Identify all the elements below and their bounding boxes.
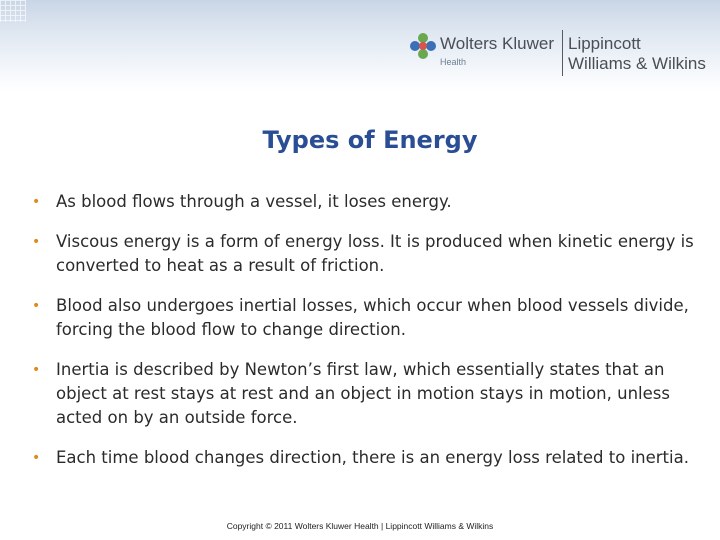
logo-secondary-line-1: Lippincott bbox=[568, 34, 641, 53]
bullet-text: Viscous energy is a form of energy loss. It is produced when kinetic energy is converted to heat as a result of friction. bbox=[56, 232, 694, 275]
logo-sub-text: Health bbox=[440, 57, 467, 67]
corner-grid-decoration bbox=[0, 0, 26, 22]
bullet-item bbox=[32, 230, 702, 278]
publisher-logo bbox=[406, 28, 718, 82]
wolters-kluwer-logo-icon bbox=[408, 31, 438, 61]
bullet-item bbox=[32, 294, 702, 342]
logo-divider bbox=[562, 30, 563, 76]
bullet-text: Blood also undergoes inertial losses, which occur when blood vessels divide, forcing the blood flow to change direction. bbox=[56, 296, 689, 339]
bullet-text: Each time blood changes direction, there is an energy loss related to inertia. bbox=[56, 448, 689, 467]
copyright-footer: Copyright © 2011 Wolters Kluwer Health | Lippincott Williams & Wilkins bbox=[226, 521, 494, 531]
bullet-marker-icon: • bbox=[32, 298, 41, 314]
bullet-marker-icon: • bbox=[32, 194, 41, 210]
logo-secondary-line-2: Williams & Wilkins bbox=[568, 54, 706, 73]
bullet-marker-icon: • bbox=[32, 362, 41, 378]
slide-title: Types of Energy bbox=[262, 126, 478, 154]
bullet-item bbox=[32, 446, 702, 470]
bullet-marker-icon: • bbox=[32, 450, 41, 466]
bullet-item bbox=[32, 358, 702, 430]
bullet-list bbox=[32, 190, 702, 486]
logo-primary-text: Wolters Kluwer bbox=[440, 34, 554, 53]
bullet-text: As blood flows through a vessel, it loses energy. bbox=[56, 192, 452, 211]
logo-secondary-text bbox=[568, 34, 706, 74]
bullet-marker-icon: • bbox=[32, 234, 41, 250]
bullet-item bbox=[32, 190, 702, 214]
bullet-text: Inertia is described by Newton’s first law, which essentially states that an object at rest stays at rest and an object in motion stays in motion, unless acted on by an outside force. bbox=[56, 360, 670, 427]
